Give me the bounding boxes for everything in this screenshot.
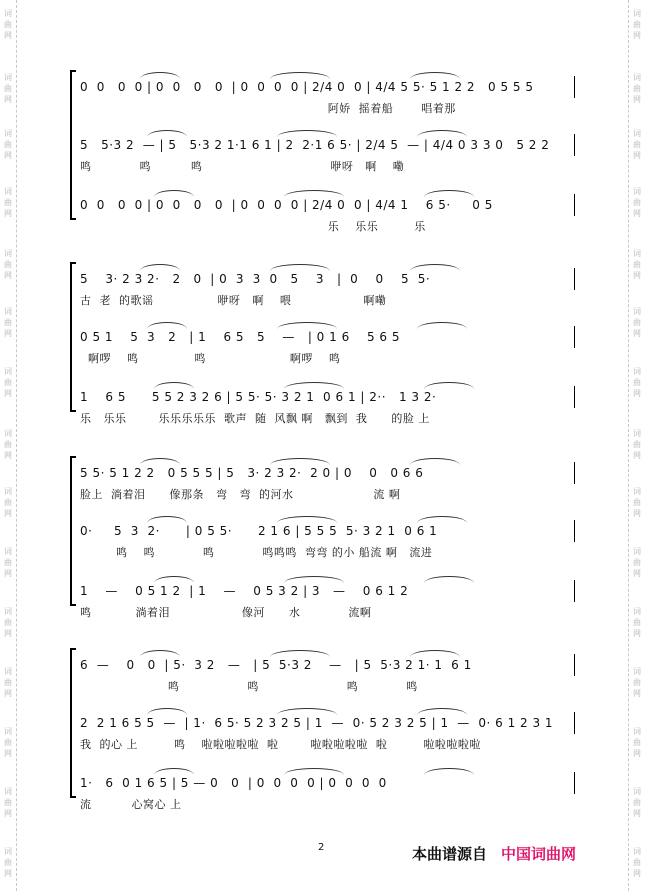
watermark-mark: 词 曲 网 — [633, 487, 641, 518]
watermark-mark: 词 曲 网 — [4, 607, 12, 638]
lyrics-line: 乐 乐乐 乐 — [80, 220, 426, 233]
watermark-mark: 词 曲 网 — [4, 787, 12, 818]
score-system — [70, 648, 575, 811]
source-label: 本曲谱源自 — [412, 845, 488, 863]
slur-mark — [424, 382, 474, 389]
staff-line — [80, 198, 575, 246]
barline — [574, 772, 575, 794]
watermark-mark: 词 曲 网 — [633, 787, 641, 818]
slur-mark — [270, 264, 330, 271]
watermark-mark: 词 曲 网 — [633, 187, 641, 218]
watermark-mark: 词 曲 网 — [633, 429, 641, 460]
watermark-mark: 词 曲 网 — [4, 187, 12, 218]
watermark-mark: 词 曲 网 — [4, 487, 12, 518]
watermark-mark: 词 曲 网 — [4, 9, 12, 40]
slur-mark — [424, 768, 474, 775]
watermark-mark: 词 曲 网 — [4, 73, 12, 104]
staff-line — [80, 658, 575, 706]
slur-mark — [417, 322, 467, 329]
watermark-mark: 词 曲 网 — [4, 367, 12, 398]
slur-mark — [424, 190, 474, 197]
slur-mark — [277, 516, 337, 523]
slur-mark — [284, 382, 344, 389]
slur-mark — [140, 264, 180, 271]
barline — [574, 268, 575, 290]
slur-mark — [277, 708, 337, 715]
watermark-mark: 词 曲 网 — [4, 249, 12, 280]
slur-mark — [410, 458, 460, 465]
barline — [574, 326, 575, 348]
slur-mark — [147, 130, 187, 137]
lyrics-line: 脸上 淌着泪 像那条 弯 弯 的河水 流 啊 — [80, 488, 401, 501]
score-system — [70, 70, 575, 233]
lyrics-line: 鸣 淌着泪 像河 水 流啊 — [80, 606, 372, 619]
slur-mark — [417, 130, 467, 137]
lyrics-line: 古 老 的歌谣 咿呀 啊 喂 啊嘞 — [80, 294, 387, 307]
staff-line — [80, 390, 575, 438]
watermark-mark: 词 曲 网 — [633, 667, 641, 698]
slur-mark — [417, 516, 467, 523]
slur-mark — [410, 72, 460, 79]
lyrics-line: 流 心窝心 上 — [80, 798, 182, 811]
watermark-mark: 词 曲 网 — [4, 429, 12, 460]
slur-mark — [147, 708, 187, 715]
lyrics-line: 鸣 鸣 鸣 咿呀 啊 嘞 — [80, 160, 405, 173]
staff-line — [80, 272, 575, 320]
slur-mark — [277, 322, 337, 329]
jianpu-notes: 1· 6 0 1 6 5 | 5 — 0 0 | 0 0 0 0 | 0 0 0 0 — [80, 776, 387, 790]
barline — [574, 386, 575, 408]
jianpu-notes: 0 0 0 0 | 0 0 0 0 | 0 0 0 0 | 2/4 0 0 | 4/4 1 6 5· 0 5 — [80, 198, 493, 212]
staff-line — [80, 80, 575, 128]
watermark-mark: 词 曲 网 — [4, 307, 12, 338]
lyrics-line: 我 的心 上 鸣 啦啦啦啦啦 啦 啦啦啦啦啦 啦 啦啦啦啦啦 — [80, 738, 481, 751]
slur-mark — [147, 322, 187, 329]
jianpu-notes: 5 5· 5 1 2 2 0 5 5 5 | 5 3· 2 3 2· 2 0 | 0 0 0 6 6 — [80, 466, 424, 480]
score-system — [70, 262, 575, 425]
staff-line — [80, 330, 575, 378]
barline — [574, 654, 575, 676]
jianpu-notes: 1 6 5 5 5 2 3 2 6 | 5 5· 5· 3 2 1 0 6 1 | 2·· 1 3 2· — [80, 390, 437, 404]
slur-mark — [154, 768, 194, 775]
staff-line — [80, 466, 575, 514]
slur-mark — [154, 576, 194, 583]
system-bracket — [70, 648, 76, 798]
lyrics-line: 啊啰 鸣 鸣 啊啰 鸣 — [80, 352, 341, 365]
watermark-mark: 词 曲 网 — [4, 847, 12, 878]
watermark-mark: 词 曲 网 — [633, 73, 641, 104]
slur-mark — [140, 458, 180, 465]
watermark-mark: 词 曲 网 — [4, 129, 12, 160]
lyrics-line: 乐 乐乐 乐乐乐乐乐 歌声 随 风飘 啊 飘到 我 的脸 上 — [80, 412, 430, 425]
barline — [574, 194, 575, 216]
staff-line — [80, 716, 575, 764]
jianpu-notes: 5 3· 2 3 2· 2 0 | 0 3 3 0 5 3 | 0 0 5 5· — [80, 272, 431, 286]
source-credit — [412, 843, 576, 864]
staff-line — [80, 138, 575, 186]
slur-mark — [140, 72, 180, 79]
lyrics-line: 鸣 鸣 鸣 鸣鸣鸣 弯弯 的小 船流 啊 流进 — [80, 546, 433, 559]
barline — [574, 76, 575, 98]
slur-mark — [154, 382, 194, 389]
watermark-mark: 词 曲 网 — [633, 129, 641, 160]
barline — [574, 580, 575, 602]
jianpu-notes: 5 5·3 2 — | 5 5·3 2 1·1 6 1 | 2 2·1 6 5· | 2/4 5 — | 4/4 0 3 3 0 5 2 2 — [80, 138, 550, 152]
watermark-mark: 词 曲 网 — [4, 727, 12, 758]
slur-mark — [284, 768, 344, 775]
source-brand: 中国词曲网 — [501, 845, 577, 863]
slur-mark — [154, 190, 194, 197]
watermark-mark: 词 曲 网 — [633, 607, 641, 638]
watermark-mark: 词 曲 网 — [633, 847, 641, 878]
system-bracket — [70, 70, 76, 220]
watermark-mark: 词 曲 网 — [4, 547, 12, 578]
barline — [574, 462, 575, 484]
jianpu-notes: 0 0 0 0 | 0 0 0 0 | 0 0 0 0 | 2/4 0 0 | 4/4 5 5· 5 1 2 2 0 5 5 5 — [80, 80, 534, 94]
watermark-mark: 词 曲 网 — [633, 367, 641, 398]
system-bracket — [70, 262, 76, 412]
watermark-mark: 词 曲 网 — [633, 727, 641, 758]
watermark-mark: 词 曲 网 — [633, 547, 641, 578]
staff-line — [80, 776, 575, 824]
watermark-mark: 词 曲 网 — [633, 9, 641, 40]
page-number: 2 — [318, 842, 325, 853]
barline — [574, 134, 575, 156]
score-system — [70, 456, 575, 619]
lyrics-line: 阿娇 摇着船 唱着那 — [80, 102, 456, 115]
slur-mark — [424, 576, 474, 583]
jianpu-notes: 6 — 0 0 | 5· 3 2 — | 5 5·3 2 — | 5 5·3 2 1· 1 6 1 — [80, 658, 472, 672]
jianpu-notes: 0· 5 3 2· | 0 5 5· 2 1 6 | 5 5 5 5· 3 2 1 0 6 1 — [80, 524, 438, 538]
watermark-mark: 词 曲 网 — [633, 307, 641, 338]
lyrics-line: 鸣 鸣 鸣 鸣 — [80, 680, 418, 693]
watermark-mark: 词 曲 网 — [4, 667, 12, 698]
jianpu-notes: 2 2 1 6 5 5 — | 1· 6 5· 5 2 3 2 5 | 1 — 0· 5 2 3 2 5 | 1 — 0· 6 1 2 3 1 — [80, 716, 554, 730]
slur-mark — [270, 650, 330, 657]
slur-mark — [284, 576, 344, 583]
slur-mark — [417, 708, 467, 715]
slur-mark — [140, 650, 180, 657]
slur-mark — [270, 458, 330, 465]
staff-line — [80, 524, 575, 572]
slur-mark — [284, 190, 344, 197]
slur-mark — [270, 72, 330, 79]
jianpu-notes: 0 5 1 5 3 2 | 1 6 5 5 — | 0 1 6 5 6 5 — [80, 330, 401, 344]
staff-line — [80, 584, 575, 632]
watermark-mark: 词 曲 网 — [633, 249, 641, 280]
slur-mark — [410, 650, 460, 657]
jianpu-notes: 1 — 0 5 1 2 | 1 — 0 5 3 2 | 3 — 0 6 1 2 — [80, 584, 409, 598]
slur-mark — [147, 516, 187, 523]
slur-mark — [277, 130, 337, 137]
barline — [574, 712, 575, 734]
slur-mark — [410, 264, 460, 271]
barline — [574, 520, 575, 542]
system-bracket — [70, 456, 76, 606]
